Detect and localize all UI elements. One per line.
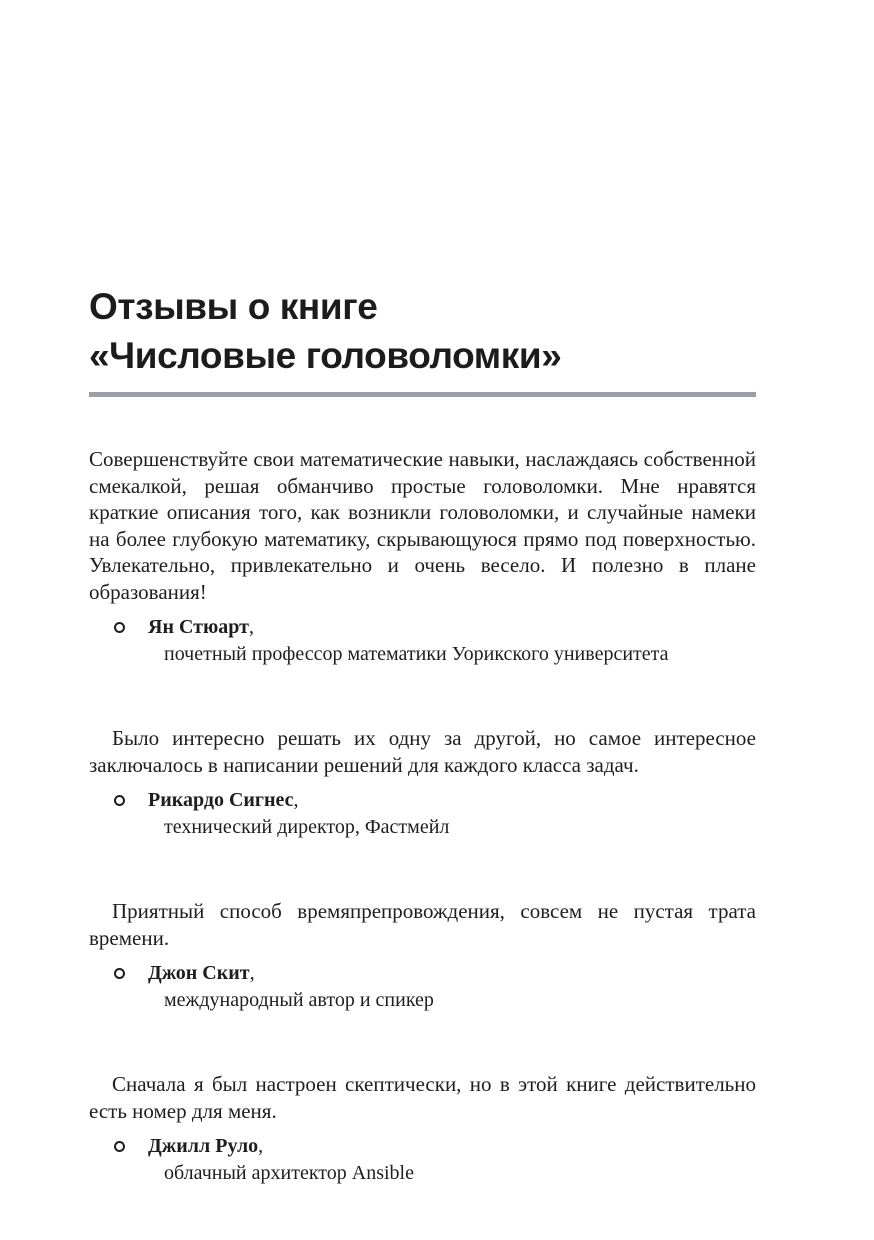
author-role: почетный профессор математики Уорикского университета	[164, 642, 669, 665]
author-role: технический директор, Фастмейл	[164, 815, 450, 838]
author-separator: ,	[293, 789, 299, 811]
title-line-1: Отзывы о книге	[89, 286, 378, 327]
author-role: международный автор и спикер	[164, 988, 434, 1011]
review-text: Совершенствуйте свои математические навыки, наслаждаясь собственной смекалкой, решая обманчиво простые головоломки. Мне нравятся краткие описания того, как возникли головоломки, и случайные намеки на более глубокую математику, скрывающуюся прямо под поверхностью. Увлекательно, привлекательно и очень весело. И полезно в плане образования!	[89, 447, 756, 604]
page-title	[89, 282, 756, 380]
author-name: Рикардо Сигнес	[148, 789, 294, 811]
title-underline	[89, 392, 756, 397]
review-4	[89, 1071, 756, 1186]
author-separator: ,	[249, 962, 255, 984]
review-text: Приятный способ времяпрепровождения, совсем не пустая трата времени.	[89, 899, 756, 950]
circle-bullet-icon	[114, 622, 125, 633]
author-name: Ян Стюарт	[148, 616, 249, 638]
review-attribution	[89, 614, 756, 667]
review-2	[89, 725, 756, 840]
review-attribution	[89, 960, 756, 1013]
review-attribution	[89, 1133, 756, 1186]
page-content	[89, 282, 756, 1186]
review-1	[89, 446, 756, 667]
circle-bullet-icon	[114, 968, 125, 979]
review-attribution	[89, 787, 756, 840]
author-separator: ,	[248, 616, 254, 638]
author-name: Джилл Руло	[148, 1135, 259, 1157]
author-name: Джон Скит	[148, 962, 250, 984]
author-separator: ,	[258, 1135, 264, 1157]
circle-bullet-icon	[114, 795, 125, 806]
title-line-2: «Числовые головоломки»	[89, 335, 562, 376]
author-role: облачный архитектор Ansible	[164, 1161, 414, 1184]
circle-bullet-icon	[114, 1141, 125, 1152]
review-text: Было интересно решать их одну за другой, но самое интересное заключалось в написании решений для каждого класса задач.	[89, 726, 756, 777]
review-text: Сначала я был настроен скептически, но в этой книге действительно есть номер для меня.	[89, 1072, 756, 1123]
review-3	[89, 898, 756, 1013]
